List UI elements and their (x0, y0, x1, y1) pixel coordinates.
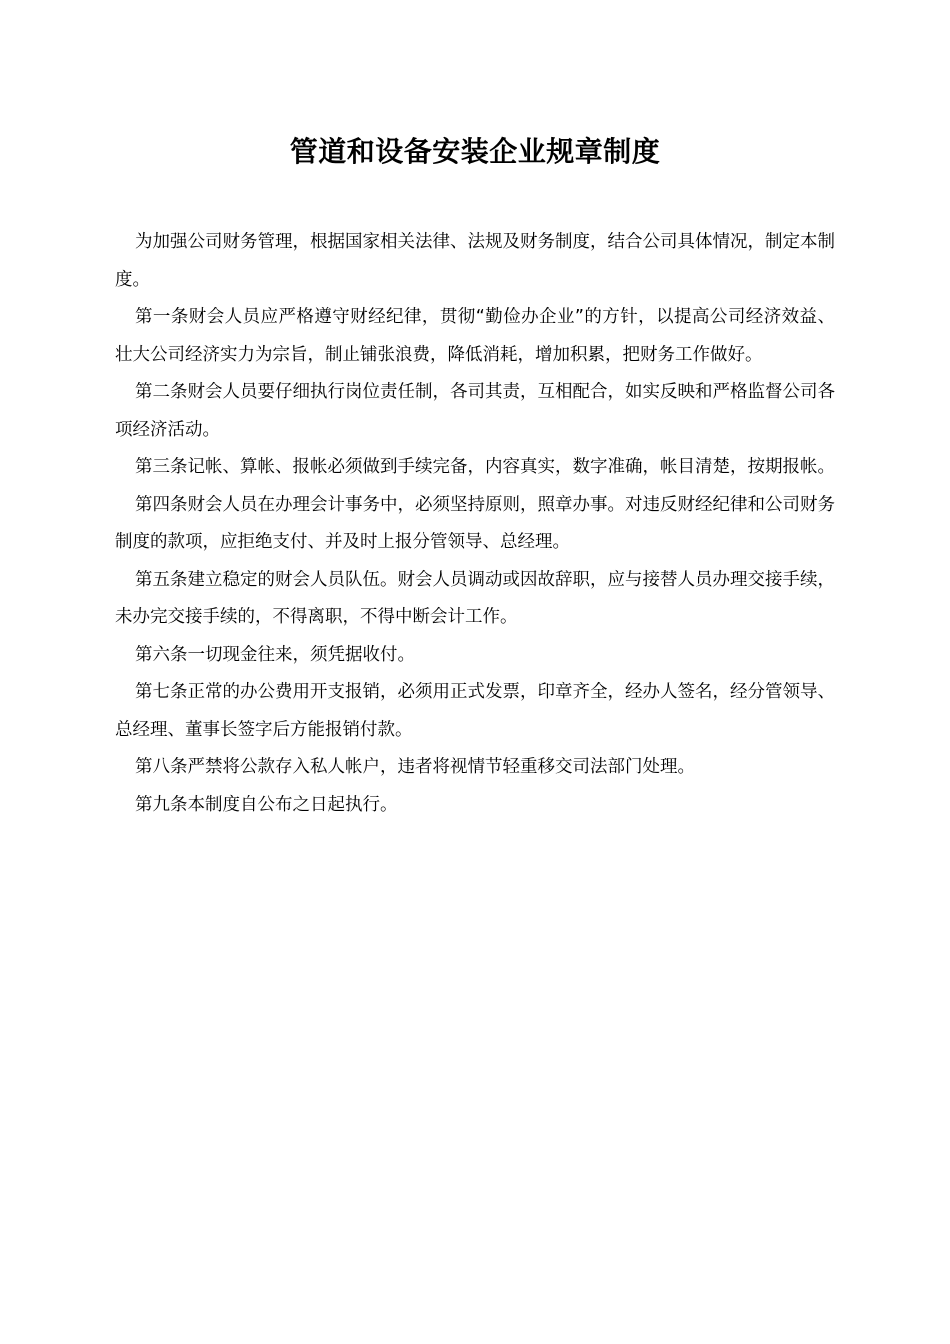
paragraph-article-2: 第二条财会人员要仔细执行岗位责任制，各司其责，互相配合，如实反映和严格监督公司各项经济活动。 (115, 382, 835, 440)
document-body (115, 224, 835, 824)
paragraph-preamble: 为加强公司财务管理，根据国家相关法律、法规及财务制度，结合公司具体情况，制定本制度。 (115, 232, 835, 290)
paragraph-article-3: 第三条记帐、算帐、报帐必须做到手续完备，内容真实，数字准确，帐目清楚，按期报帐。 (135, 457, 835, 477)
paragraph-article-8: 第八条严禁将公款存入私人帐户，违者将视情节轻重移交司法部门处理。 (135, 757, 695, 777)
paragraph-article-7: 第七条正常的办公费用开支报销，必须用正式发票，印章齐全，经办人签名，经分管领导、总经理、董事长签字后方能报销付款。 (115, 682, 835, 740)
paragraph-article-6: 第六条一切现金往来，须凭据收付。 (135, 644, 415, 665)
paragraph-article-1: 第一条财会人员应严格遵守财经纪律，贯彻“勤俭办企业”的方针，以提高公司经济效益、壮大公司经济实力为宗旨，制止铺张浪费，降低消耗，增加积累，把财务工作做好。 (115, 307, 835, 365)
paragraph-article-5: 第五条建立稳定的财会人员队伍。财会人员调动或因故辞职，应与接替人员办理交接手续，未办完交接手续的，不得离职，不得中断会计工作。 (115, 569, 835, 627)
paragraph-article-9: 第九条本制度自公布之日起执行。 (135, 794, 398, 815)
paragraph-article-4: 第四条财会人员在办理会计事务中，必须坚持原则，照章办事。对违反财经纪律和公司财务制度的款项，应拒绝支付、并及时上报分管领导、总经理。 (115, 494, 835, 552)
document-title: 管道和设备安装企业规章制度 (289, 135, 661, 168)
